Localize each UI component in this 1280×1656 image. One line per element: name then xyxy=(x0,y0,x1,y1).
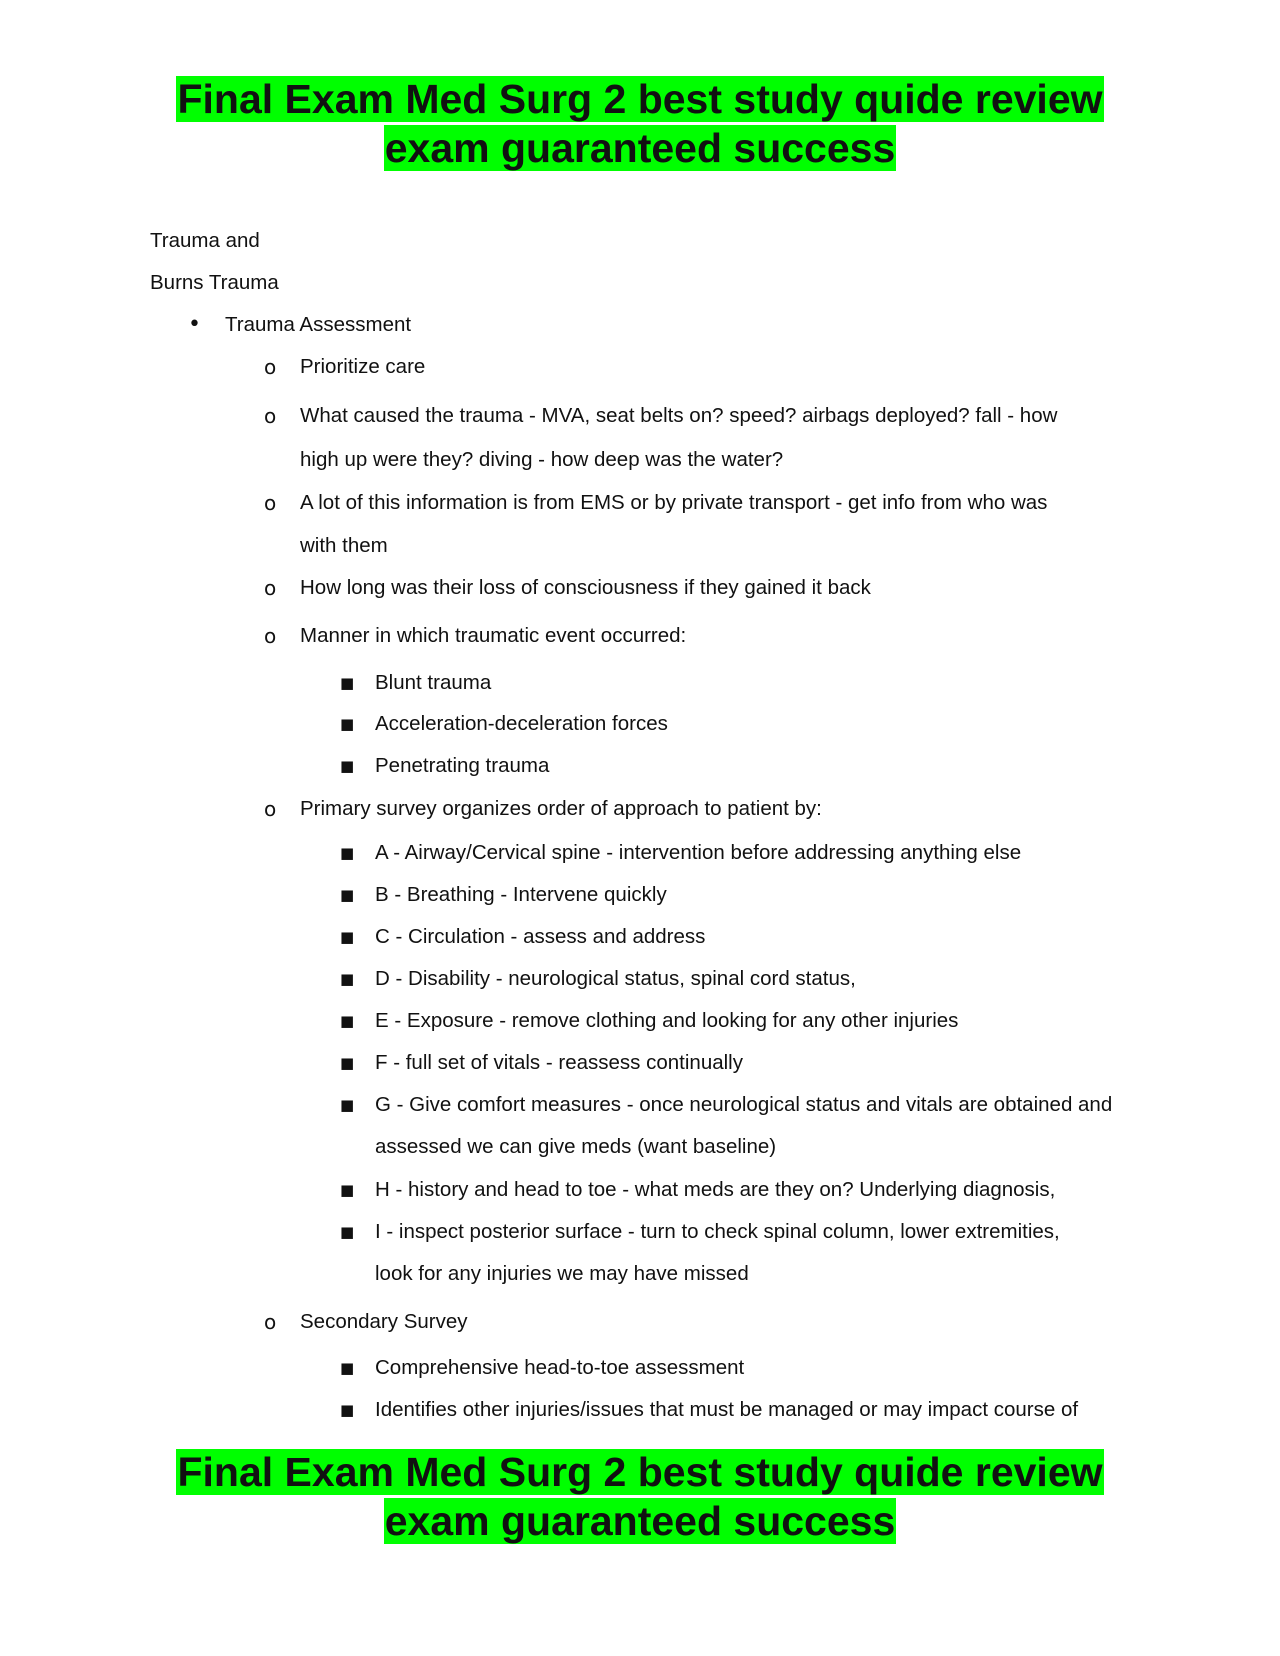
list-item-prioritize-care: Prioritize care xyxy=(300,355,426,378)
list-item-circulation: C - Circulation - assess and address xyxy=(375,925,706,948)
list-item-other-injuries: Identifies other injuries/issues that must be managed or may impact course of xyxy=(375,1398,1079,1421)
list-item-head-to-toe: Comprehensive head-to-toe assessment xyxy=(375,1356,745,1379)
list-item-disability: D - Disability - neurological status, spinal cord status, xyxy=(375,967,856,990)
list-item-inspect-line1: I - inspect posterior surface - turn to check spinal column, lower extremities, xyxy=(375,1220,1060,1243)
list-item-airway: A - Airway/Cervical spine - intervention before addressing anything else xyxy=(375,841,1022,864)
list-item-consciousness: How long was their loss of consciousness if they gained it back xyxy=(300,576,871,599)
square-bullet: ■ xyxy=(340,715,355,733)
square-bullet: ■ xyxy=(340,1096,355,1114)
square-bullet: ■ xyxy=(340,844,355,862)
list-item-inspect-line2: look for any injuries we may have missed xyxy=(375,1262,749,1285)
list-item-breathing: B - Breathing - Intervene quickly xyxy=(375,883,667,906)
list-item-blunt-trauma: Blunt trauma xyxy=(375,671,492,694)
list-item-cause-line1: What caused the trauma - MVA, seat belts on? speed? airbags deployed? fall - how xyxy=(300,404,1058,427)
list-item-vitals: F - full set of vitals - reassess continually xyxy=(375,1051,743,1074)
list-item-exposure: E - Exposure - remove clothing and looking for any other injuries xyxy=(375,1009,959,1032)
square-bullet: ■ xyxy=(340,674,355,692)
square-bullet: ■ xyxy=(340,928,355,946)
heading-line2: Burns Trauma xyxy=(150,271,279,294)
list-item-comfort-line2: assessed we can give meds (want baseline) xyxy=(375,1135,777,1158)
square-bullet: ■ xyxy=(340,1401,355,1419)
bottom-banner xyxy=(0,1448,1280,1546)
square-bullet: ■ xyxy=(340,1223,355,1241)
square-bullet: ■ xyxy=(340,1181,355,1199)
banner-title-line2: exam guaranteed success xyxy=(384,1498,896,1544)
list-item-penetrating: Penetrating trauma xyxy=(375,754,550,777)
square-bullet: ■ xyxy=(340,1359,355,1377)
square-bullet: ■ xyxy=(340,886,355,904)
banner-title-line1: Final Exam Med Surg 2 best study quide review xyxy=(177,76,1103,122)
list-item-acceleration: Acceleration-deceleration forces xyxy=(375,712,668,735)
square-bullet: ■ xyxy=(340,757,355,775)
circle-bullet: o xyxy=(264,491,277,515)
list-item-ems-line2: with them xyxy=(300,534,388,557)
circle-bullet: o xyxy=(264,576,277,600)
banner-title-line2: exam guaranteed success xyxy=(384,125,896,171)
list-item-trauma-assessment: Trauma Assessment xyxy=(225,313,412,336)
list-item-ems-line1: A lot of this information is from EMS or by private transport - get info from who was xyxy=(300,491,1048,514)
disc-bullet: • xyxy=(188,312,201,337)
circle-bullet: o xyxy=(264,355,277,379)
list-item-comfort-line1: G - Give comfort measures - once neurological status and vitals are obtained and xyxy=(375,1093,1113,1116)
square-bullet: ■ xyxy=(340,1054,355,1072)
heading-line1: Trauma and xyxy=(150,229,260,252)
list-item-manner: Manner in which traumatic event occurred: xyxy=(300,624,687,647)
circle-bullet: o xyxy=(264,404,277,428)
list-item-primary-survey: Primary survey organizes order of approach to patient by: xyxy=(300,797,822,820)
circle-bullet: o xyxy=(264,1310,277,1334)
square-bullet: ■ xyxy=(340,1012,355,1030)
banner-title-line1: Final Exam Med Surg 2 best study quide review xyxy=(177,1449,1103,1495)
circle-bullet: o xyxy=(264,797,277,821)
circle-bullet: o xyxy=(264,624,277,648)
list-item-secondary-survey: Secondary Survey xyxy=(300,1310,468,1333)
square-bullet: ■ xyxy=(340,970,355,988)
list-item-history: H - history and head to toe - what meds are they on? Underlying diagnosis, xyxy=(375,1178,1056,1201)
list-item-cause-line2: high up were they? diving - how deep was the water? xyxy=(300,448,784,471)
